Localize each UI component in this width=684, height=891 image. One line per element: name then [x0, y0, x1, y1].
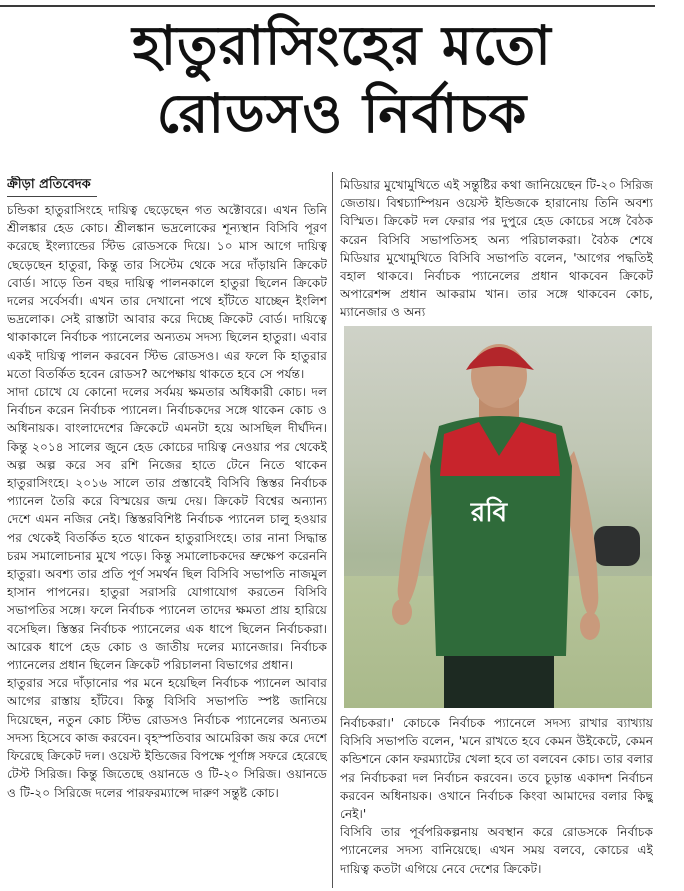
right-column-top [340, 176, 653, 332]
left-column [7, 176, 327, 888]
headline-line-1: হাতুরাসিংহের মতো [132, 14, 552, 77]
jersey-sponsor-text: রবি [470, 498, 508, 528]
paragraph-1: চন্ডিকা হাতুরাসিংহে দায়িত্ব ছেড়েছেন গত অক্টোবরে। এখন তিনি শ্রীলঙ্কার হেড কোচ। শ্রীলঙ্কান ভদ্রলোকের শূন্যস্থান বিসিবি পূরণ করেছে ইংল্যান্ডের স্টিভ রোডসকে দিয়ে। ১০ মাস আগে দায়িত্ব ছেড়েছেন হাতুরা, কিন্তু তার সিস্টেম থেকে সরে দাঁড়ায়নি ক্রিকেট বোর্ড। সাড়ে তিন বছর দায়িত্ব পালনকালে হাতুরা ছিলেন ক্রিকেট দলের সর্বেসর্বা। এখন তার দেখানো পথে হাঁটতে যাচ্ছেন ইংলিশ ভদ্রলোক। সেই রাস্তাটা আবার করে দিচ্ছে ক্রিকেট বোর্ড। দায়িত্বে থাকাকালে নির্বাচক প্যানেলের অন্যতম সদস্য ছিলেন হাতুরা। এবার একই দায়িত্ব পালন করবেন স্টিভ রোডসও। এর ফলে কি হাতুরার মতো বিতর্কিত হবেন রোডস? অপেক্ষায় থাকতে হবে সে পর্যন্ত। [7, 203, 327, 381]
headline-line-2: রোডসও নির্বাচক [156, 82, 528, 145]
paragraph-5: নির্বাচকরা।' কোচকে নির্বাচক প্যানেলে সদস্য রাখার ব্যাখ্যায় বিসিবি সভাপতি বলেন, 'মনে রাখতে হবে কেমন উইকেটে, কেমন কন্ডিশনে কোন ফরম্যাটের খেলা হবে তা বলবেন কোচ। তার বলার পর নির্বাচকরা দল নির্বাচন করবেন। তবে চূড়ান্ত একাদশ নির্বাচন করবেন অধিনায়ক। ওখানে নির্বাচক কিংবা আমাদের বলার কিছু নেই।' [340, 716, 653, 822]
coach-figure [384, 326, 614, 708]
byline-rule [7, 196, 97, 197]
byline: ক্রীড়া প্রতিবেদক [7, 177, 91, 192]
paragraph-2: সাদা চোখে যে কোনো দলের সর্বময় ক্ষমতার অধিকারী কোচ। দল নির্বাচন করেন নির্বাচক প্যানেল। নির্বাচকদের সঙ্গে থাকেন কোচ ও অধিনায়ক। বাংলাদেশের ক্রিকেটে এমনটা হয়ে আসছিল দীর্ঘদিন। কিন্তু ২০১৪ সালের জুনে হেড কোচের দায়িত্ব নেওয়ার পর থেকেই অল্প অল্প করে সব রশি নিজের হাতে টেনে নিতে থাকেন হাতুরাসিংহে। ২০১৬ সালে তার প্রস্তাবেই বিসিবি স্তিস্তর নির্বাচক প্যানেল তৈরি করে বিস্ময়ের জন্ম দেয়। ক্রিকেট বিশ্বের অন্যান্য দেশে এমন নজির নেই। স্তিস্তরবিশিষ্ট নির্বাচক প্যানেল চালু হওয়ার পর থেকেই বিতর্কিত হতে থাকেন হাতুরাসিংহে। তার নানা সিদ্ধান্ত চরম সমালোচনার মুখে পড়ে। কিন্তু সমালোচকদের ভ্রুক্ষেপ করেননি হাতুরা। অবশ্য তার প্রতি পূর্ণ সমর্থন ছিল বিসিবি সভাপতি নাজমুল হাসান পাপনের। হাতুরা সরাসরি যোগাযোগ করতেন বিসিবি সভাপতির সঙ্গে। ফলে নির্বাচক প্যানেল তাদের ক্ষমতা প্রায় হারিয়ে বসেছিল। স্তিস্তর নির্বাচক প্যানেলের এক ধাপে ছিলেন নির্বাচকরা। আরেক ধাপে হেড কোচ ও জাতীয় দলের ম্যানেজার। নির্বাচক প্যানেলের প্রধান ছিলেন ক্রিকেট পরিচালনা বিভাগের প্রধান। [7, 385, 327, 673]
right-column-bottom [340, 714, 653, 886]
paragraph-6: বিসিবি তার পূর্বপরিকল্পনায় অবস্থান করে রোডসকে নির্বাচক প্যানেলের সদস্য বানিয়েছে। এখন সময় বলবে, কোচের এই দায়িত্ব কতটা এগিয়ে নেবে দেশের ক্রিকেট। [340, 825, 653, 876]
column-divider [332, 172, 333, 888]
coach-photo [344, 326, 652, 708]
headline [0, 12, 684, 148]
paragraph-4: মিডিয়ার মুখোমুখিতে এই সন্তুষ্টির কথা জানিয়েছেন টি-২০ সিরিজ জেতায়। বিশ্বচ্যাম্পিয়ন ওয়েস্ট ইন্ডিজকে হারানোয় তিনি অবশ্য বিস্মিত। ক্রিকেট দল ফেরার পর দুপুরে হেড কোচের সঙ্গে বৈঠক করেন বিসিবি সভাপতিসহ অন্য পরিচালকরা। বৈঠক শেষে মিডিয়ার মুখোমুখিতে বিসিবি সভাপতি বলেন, 'আগের পদ্ধতিই বহাল থাকবে। নির্বাচক প্যানেলের প্রধান থাকবেন ক্রিকেট অপারেশন্স প্রধান আকরাম খান। তার সঙ্গে থাকবেন কোচ, ম্যানেজার ও অন্য [340, 178, 653, 320]
paragraph-3: হাতুরার সরে দাঁড়ানোর পর মনে হয়েছিল নির্বাচক প্যানেল আবার আগের রাস্তায় হাঁটবে। কিন্তু বিসিবি সভাপতি স্পষ্ট জানিয়ে দিয়েছেন, নতুন কোচ স্টিভ রোডসও নির্বাচক প্যানেলের অন্যতম সদস্য হিসেবে কাজ করবেন। বৃহস্পতিবার আমেরিকা জয় করে দেশে ফিরেছে ক্রিকেট দল। ওয়েস্ট ইন্ডিজের বিপক্ষে পূর্ণাঙ্গ সফরে হেরেছে টেস্ট সিরিজ। কিন্তু জিতেছে ওয়ানডে ও টি-২০ সিরিজ। ওয়ানডে ও টি-২০ সিরিজে দলের পারফরম্যান্সে দারুণ সন্তুষ্ট কোচ। [7, 676, 327, 800]
top-rule [0, 5, 655, 7]
